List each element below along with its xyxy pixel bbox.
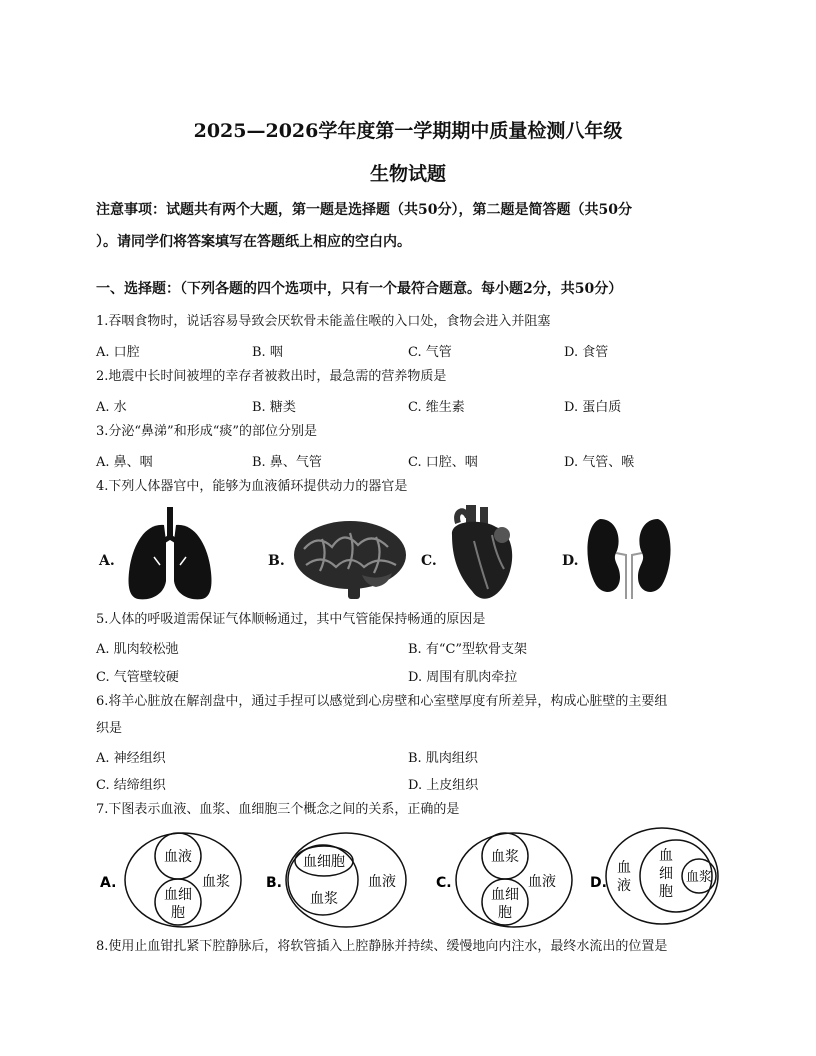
q4-label-a: A. (99, 553, 115, 569)
section-title: 一、选择题：（下列各题的四个选项中，只有一个最符合题意。每小题2分，共50分） (96, 281, 623, 297)
q2-option-c: C. 维生素 (408, 400, 465, 415)
exam-title: 2025—2026学年度第一学期期中质量检测八年级 (193, 120, 623, 142)
q1-option-c: C. 气管 (408, 345, 452, 360)
q4-label-d: D. (562, 553, 579, 569)
q7-b-outer-text: 血液 (368, 874, 396, 890)
question-4-stem: 4.下列人体器官中，能够为血液循环提供动力的器官是 (96, 479, 408, 494)
q7-a-outer-text: 血浆 (202, 874, 230, 890)
question-3-stem: 3.分泌“鼻涕”和形成“痰”的部位分别是 (96, 424, 317, 439)
q6-option-b: B. 肌肉组织 (408, 751, 478, 766)
q2-option-d: D. 蛋白质 (564, 400, 622, 415)
q7-diagram-c (436, 833, 572, 927)
q7-label-c: C. (436, 875, 452, 891)
notice-line-2: ）。请同学们将答案填写在答题纸上相应的空白内。 (96, 234, 411, 250)
q7-a-bottom-text-1: 血细 (164, 887, 192, 903)
q7-d-inner-text: 血浆 (685, 870, 713, 885)
q7-a-top-text: 血液 (164, 849, 192, 865)
q7-b-top-text: 血细胞 (303, 854, 345, 870)
q7-b-bottom-text: 血浆 (310, 891, 338, 907)
q6-option-d: D. 上皮组织 (408, 778, 479, 793)
q3-option-b: B. 鼻、气管 (252, 455, 322, 470)
q1-option-b: B. 咽 (252, 345, 283, 360)
q7-diagram-b (266, 833, 406, 927)
question-1-stem: 1.吞咽食物时，说话容易导致会厌软骨未能盖住喉的入口处，食物会进入并阻塞 (96, 314, 551, 329)
q7-label-d: D. (590, 875, 607, 891)
question-7-stem: 7.下图表示血液、血浆、血细胞三个概念之间的关系，正确的是 (96, 802, 460, 817)
q7-c-outer-text: 血液 (528, 874, 556, 890)
question-2-stem: 2.地震中长时间被埋的幸存者被救出时，最急需的营养物质是 (96, 369, 447, 384)
lungs-icon (124, 507, 216, 601)
q7-c-bottom-text-1: 血细 (491, 887, 519, 903)
q3-option-d: D. 气管、喉 (564, 455, 635, 470)
q3-option-c: C. 口腔、咽 (408, 455, 478, 470)
q1-option-d: D. 食管 (564, 345, 609, 360)
q7-label-a: A. (100, 875, 117, 891)
q7-diagrams (96, 826, 726, 932)
q6-option-a: A. 神经组织 (96, 751, 166, 766)
q7-d-mid-text-3: 胞 (659, 884, 673, 900)
q5-option-a: A. 肌肉较松弛 (96, 642, 179, 657)
heart-icon (444, 505, 518, 603)
q7-a-bottom-text-2: 胞 (171, 905, 185, 921)
q5-option-c: C. 气管壁较硬 (96, 670, 179, 685)
q7-c-bottom-text-2: 胞 (498, 905, 512, 921)
question-5-stem: 5.人体的呼吸道需保证气体顺畅通过，其中气管能保持畅通的原因是 (96, 612, 486, 627)
q7-d-mid-text-2: 细 (659, 866, 673, 882)
q3-option-a: A. 鼻、咽 (96, 455, 153, 470)
brain-icon (292, 519, 410, 599)
q5-option-d: D. 周围有肌肉牵拉 (408, 670, 518, 685)
q7-label-b: B. (266, 875, 282, 891)
q2-option-b: B. 糖类 (252, 400, 296, 415)
q7-diagram-d (590, 828, 718, 924)
q2-option-a: A. 水 (96, 400, 127, 415)
q4-label-b: B. (268, 553, 285, 569)
question-6-stem-line-1: 6.将羊心脏放在解剖盘中，通过手捏可以感觉到心房壁和心室壁厚度有所差异，构成心脏壁的主要组 (96, 694, 668, 709)
exam-subtitle: 生物试题 (369, 163, 446, 185)
q4-image-row (96, 505, 716, 605)
q5-option-b: B. 有“C”型软骨支架 (408, 642, 528, 657)
question-8-stem: 8.使用止血钳扎紧下腔静脉后，将软管插入上腔静脉并持续、缓慢地向内注水，最终水流出的位置是 (96, 939, 668, 954)
q1-option-a: A. 口腔 (96, 345, 140, 360)
q7-d-outer-text-2: 液 (617, 878, 631, 894)
notice-line-1: 注意事项：试题共有两个大题，第一题是选择题（共50分），第二题是简答题（共50分 (96, 202, 632, 218)
q7-c-top-text: 血浆 (491, 849, 519, 865)
q7-d-mid-text-1: 血 (659, 848, 673, 864)
q7-d-outer-text-1: 血 (617, 860, 631, 876)
kidneys-icon (586, 515, 672, 599)
question-6-stem-line-2: 织是 (96, 721, 123, 736)
q7-diagram-a (100, 833, 241, 927)
q6-option-c: C. 结缔组织 (96, 778, 166, 793)
q4-label-c: C. (421, 553, 437, 569)
